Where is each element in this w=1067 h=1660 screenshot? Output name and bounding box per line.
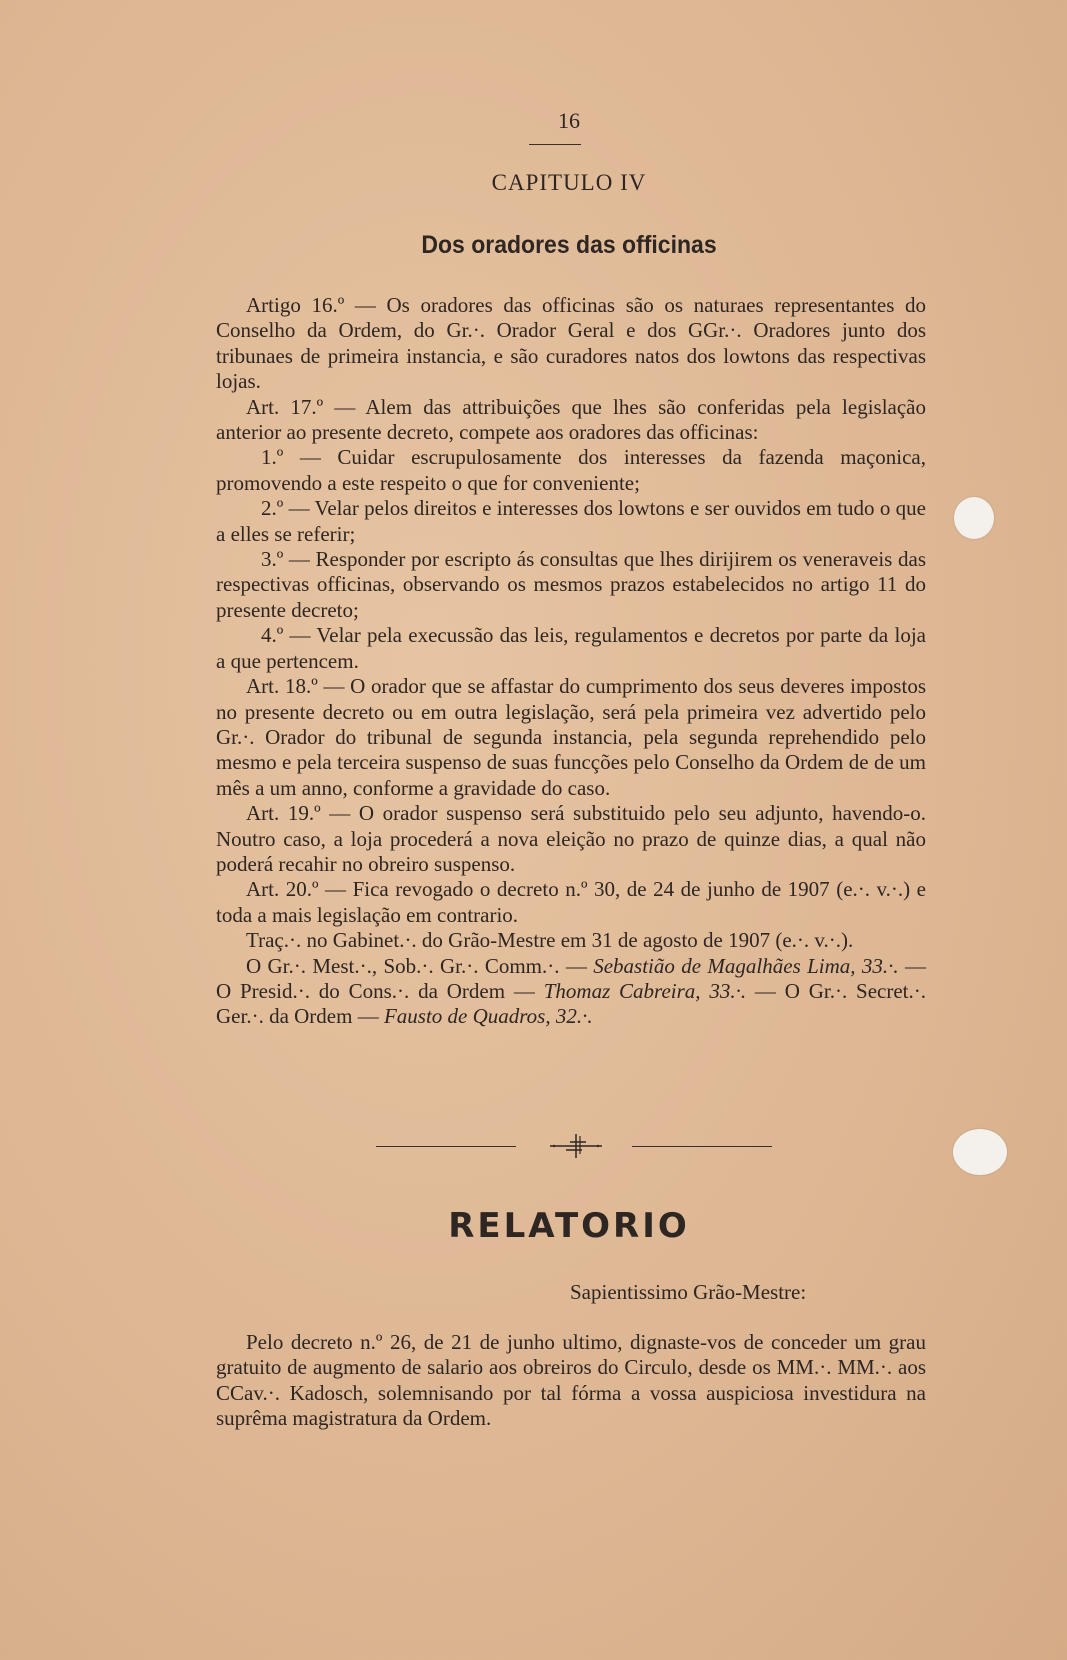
paragraph-signatures [216,954,926,1030]
signature-name-2: Thomaz Cabreira, 33.·. [543,978,747,1003]
paragraph-art19: Art. 19.º — O orador suspenso será substituido pelo seu adjunto, havendo-o. Noutro caso, a loja procederá a nova eleição no prazo de quinze dias, a qual não poderá recahir no obreiro suspenso. [216,801,926,876]
page-number: 16 [558,108,580,133]
signature-name-1: Sebastião de Magalhães Lima, 33.·. [593,953,899,978]
signature-text-2: — O Presid.·. do Cons.·. da Ordem — [216,953,926,1003]
paragraph-item3: 3.º — Responder por escripto ás consultas que lhes dirijirem os veneraveis das respectivas officinas, observando os mesmos prazos estabelecidos no artigo 11 do presente decreto; [216,547,926,622]
ornament-line-right [632,1146,772,1147]
section-title: Dos oradores das officinas [421,231,717,259]
report-title: RELATORIO [448,1206,690,1246]
paragraph-art16: Artigo 16.º — Os oradores das officinas são os naturaes representantes do Conselho da Ordem, do Gr.·. Orador Geral e dos GGr.·. Oradores junto dos tribunaes de primeira instancia, e são curadores natos dos lowtons das respectivas lojas. [216,293,926,394]
paragraph-date: Traç.·. no Gabinet.·. do Grão-Mestre em 31 de agosto de 1907 (e.·. v.·.). [246,928,854,953]
paragraph-art20: Art. 20.º — Fica revogado o decreto n.º 30, de 24 de junho de 1907 (e.·. v.·.) e toda a mais legislação em contrario. [216,877,926,927]
ornament-line-left [376,1146,516,1147]
paragraph-art18: Art. 18.º — O orador que se affastar do cumprimento dos seus deveres impostos no presente decreto ou em outra legislação, será pela primeira vez advertido pelo Gr.·. Orador do tribunal de segunda instancia, pela segunda reprehendido pelo mesmo e pela terceira suspenso de suas funcções pelo Conselho da Ordem de de um mês a um anno, conforme a gravidade do caso. [216,674,926,800]
body-text [216,293,926,1030]
punch-hole-lower [953,1129,1007,1175]
chapter-heading: CAPITULO IV [491,170,647,195]
ornament-icon [546,1130,606,1164]
ornament-divider [376,1130,772,1164]
punch-hole-upper [954,497,994,539]
signature-text-1: O Gr.·. Mest.·., Sob.·. Gr.·. Comm.·. — [246,953,594,978]
paragraph-item4: 4.º — Velar pela execussão das leis, regulamentos e decretos por parte da loja a que pertencem. [216,623,926,673]
paragraph-art17: Art. 17.º — Alem das attribuições que lhes são conferidas pela legislação anterior ao presente decreto, compete aos oradores das officinas: [216,394,926,445]
report-text [216,1330,926,1432]
page-number-rule [529,144,581,145]
paragraph-item1: 1.º — Cuidar escrupulosamente dos interesses da fazenda maçonica, promovendo a este respeito o que for conveniente; [216,445,926,495]
signature-text-3: — O Gr.·. Secret.·. Ger.·. da Ordem — [216,978,927,1029]
signature-name-3: Fausto de Quadros, 32.·. [383,1004,593,1029]
paragraph-item2: 2.º — Velar pelos direitos e interesses dos lowtons e ser ouvidos em tudo o que a elles se referir; [216,496,926,546]
salutation: Sapientissimo Grão-Mestre: [570,1280,807,1304]
report-paragraph: Pelo decreto n.º 26, de 21 de junho ultimo, dignaste-vos de conceder um grau gratuito de augmento de salario aos obreiros do Circulo, desde os MM.·. MM.·. aos CCav.·. Kadosch, solemnisando por tal fórma a vossa auspiciosa investidura na suprêma magistratura da Ordem. [216,1330,926,1431]
